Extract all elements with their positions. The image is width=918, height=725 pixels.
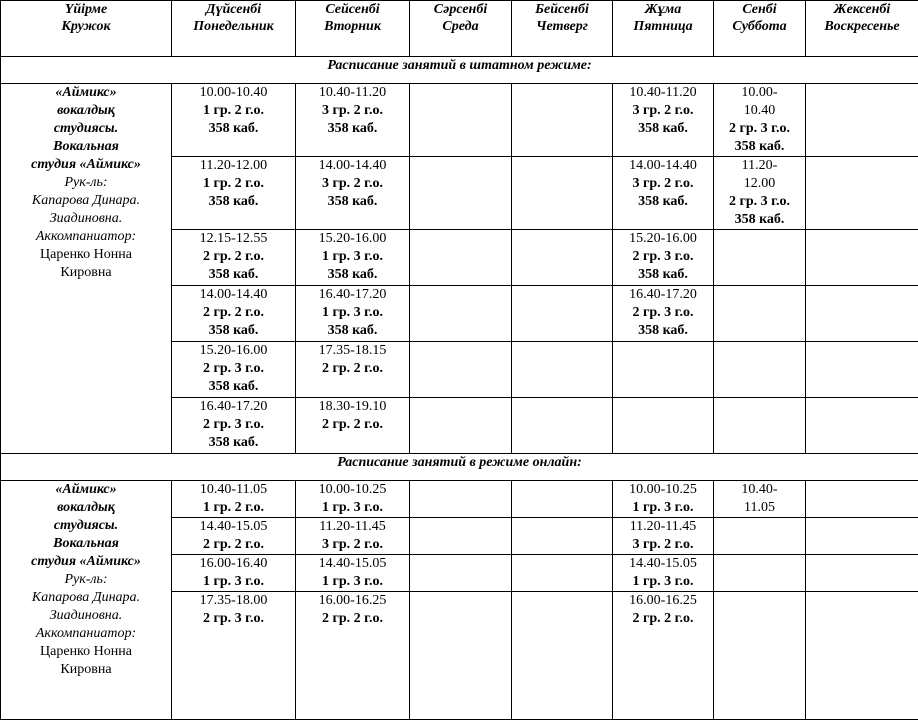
slot-sat xyxy=(714,481,806,518)
slot-sun xyxy=(806,592,918,720)
slot-time: 16.00-16.25 xyxy=(629,593,697,608)
slot-fri xyxy=(613,342,714,398)
slot-sat xyxy=(714,592,806,720)
slot-detail: 358 каб. xyxy=(638,323,688,338)
slot-mon xyxy=(172,230,296,286)
slot-time: 15.20-16.00 xyxy=(199,343,268,358)
slot-fri xyxy=(613,286,714,342)
slot-detail: 3 гр. 2 г.о. xyxy=(322,176,383,191)
club-line: Кировна xyxy=(60,662,112,677)
header-monday: Дүйсенбі Понедельник xyxy=(172,1,296,57)
club-line: Капарова Динара. xyxy=(31,590,141,605)
slot-thu xyxy=(512,518,613,555)
club-line: Зиадиновна. xyxy=(49,211,123,226)
club-line: Рук-ль: xyxy=(64,572,108,587)
slot-time: 16.00-16.25 xyxy=(318,593,387,608)
slot-tue xyxy=(296,230,410,286)
slot-time: 10.40- xyxy=(741,482,778,497)
slot-detail: 3 гр. 2 г.о. xyxy=(632,176,694,191)
slot-fri xyxy=(613,555,714,592)
slot-mon xyxy=(172,398,296,454)
section-title-row xyxy=(1,454,918,481)
slot-wed xyxy=(410,230,512,286)
section-title-row xyxy=(1,57,918,84)
slot-detail: 1 гр. 2 г.о. xyxy=(203,500,264,515)
slot-detail: 358 каб. xyxy=(327,323,378,338)
slot-time: 10.40 xyxy=(743,103,776,118)
slot-detail: 2 гр. 2 г.о. xyxy=(203,537,264,552)
slot-tue xyxy=(296,555,410,592)
slot-thu xyxy=(512,398,613,454)
club-line: Царенко Нонна xyxy=(40,644,132,659)
section-title: Расписание занятий в режиме онлайн: xyxy=(1,454,918,481)
slot-wed xyxy=(410,342,512,398)
slot-fri xyxy=(613,84,714,157)
slot-time: 17.35-18.00 xyxy=(199,593,268,608)
slot-wed xyxy=(410,518,512,555)
slot-time: 18.30-19.10 xyxy=(318,399,387,414)
slot-time: 14.40-15.05 xyxy=(199,519,268,534)
slot-tue xyxy=(296,518,410,555)
slot-fri xyxy=(613,230,714,286)
club-line: Вокальная xyxy=(53,139,119,154)
slot-thu xyxy=(512,230,613,286)
slot-mon xyxy=(172,342,296,398)
slot-mon xyxy=(172,157,296,230)
slot-time: 12.00 xyxy=(743,176,776,191)
slot-wed xyxy=(410,398,512,454)
slot-sun xyxy=(806,398,918,454)
slot-detail: 2 гр. 2 г.о. xyxy=(203,305,264,320)
slot-time: 10.00- xyxy=(741,85,778,100)
slot-detail: 2 гр. 3 г.о. xyxy=(729,121,790,136)
club-line: вокалдық xyxy=(57,103,115,118)
slot-wed xyxy=(410,84,512,157)
slot-detail: 358 каб. xyxy=(208,379,259,394)
slot-wed xyxy=(410,555,512,592)
slot-detail: 358 каб. xyxy=(208,194,259,209)
slot-detail: 2 гр. 2 г.о. xyxy=(322,361,383,376)
slot-detail: 358 каб. xyxy=(327,267,378,282)
slot-wed xyxy=(410,592,512,720)
slot-time: 11.20-12.00 xyxy=(199,158,268,173)
header-sunday: Жексенбі Воскресенье xyxy=(806,1,918,57)
slot-time: 10.40-11.05 xyxy=(199,482,268,497)
slot-detail: 3 гр. 2 г.о. xyxy=(632,537,694,552)
slot-thu xyxy=(512,157,613,230)
header-wednesday: Сәрсенбі Среда xyxy=(410,1,512,57)
table-row xyxy=(1,84,918,157)
slot-mon xyxy=(172,592,296,720)
header-tuesday: Сейсенбі Вторник xyxy=(296,1,410,57)
slot-detail: 2 гр. 2 г.о. xyxy=(322,611,383,626)
slot-detail: 2 гр. 3 г.о. xyxy=(203,417,264,432)
slot-sat xyxy=(714,342,806,398)
club-line: вокалдық xyxy=(57,500,115,515)
slot-detail: 2 гр. 3 г.о. xyxy=(632,249,694,264)
slot-detail: 2 гр. 3 г.о. xyxy=(203,611,264,626)
slot-time: 11.20-11.45 xyxy=(629,519,697,534)
slot-sat xyxy=(714,286,806,342)
slot-detail: 1 гр. 3 г.о. xyxy=(322,500,383,515)
slot-sun xyxy=(806,481,918,518)
slot-tue xyxy=(296,481,410,518)
club-line: Аккомпаниатор: xyxy=(35,229,137,244)
slot-detail: 2 гр. 2 г.о. xyxy=(322,417,383,432)
slot-detail: 3 гр. 2 г.о. xyxy=(632,103,694,118)
slot-sun xyxy=(806,84,918,157)
club-line: студия «Аймикс» xyxy=(31,157,141,172)
header-saturday: Сенбі Суббота xyxy=(714,1,806,57)
slot-sat xyxy=(714,230,806,286)
slot-thu xyxy=(512,84,613,157)
slot-mon xyxy=(172,518,296,555)
slot-detail: 358 каб. xyxy=(208,435,259,450)
slot-sun xyxy=(806,157,918,230)
slot-mon xyxy=(172,84,296,157)
table-row xyxy=(1,481,918,518)
slot-fri xyxy=(613,398,714,454)
slot-mon xyxy=(172,481,296,518)
club-name-cell xyxy=(1,84,172,454)
slot-detail: 3 гр. 2 г.о. xyxy=(322,103,383,118)
slot-detail: 1 гр. 3 г.о. xyxy=(632,574,694,589)
slot-time: 15.20-16.00 xyxy=(629,231,697,246)
header-row xyxy=(1,1,918,57)
slot-sun xyxy=(806,342,918,398)
slot-thu xyxy=(512,592,613,720)
club-line: Вокальная xyxy=(53,536,119,551)
slot-time: 11.20- xyxy=(741,158,778,173)
slot-detail: 358 каб. xyxy=(327,121,378,136)
slot-time: 10.40-11.20 xyxy=(318,85,387,100)
slot-detail: 358 каб. xyxy=(638,121,688,136)
slot-time: 14.40-15.05 xyxy=(629,556,697,571)
slot-tue xyxy=(296,157,410,230)
slot-wed xyxy=(410,286,512,342)
slot-sat xyxy=(714,555,806,592)
club-line: Кировна xyxy=(60,265,112,280)
slot-detail: 358 каб. xyxy=(208,121,259,136)
slot-time: 10.40-11.20 xyxy=(629,85,697,100)
club-line: Капарова Динара. xyxy=(31,193,141,208)
slot-sat xyxy=(714,518,806,555)
slot-sun xyxy=(806,518,918,555)
slot-sat xyxy=(714,157,806,230)
slot-time: 10.00-10.25 xyxy=(318,482,387,497)
slot-sun xyxy=(806,286,918,342)
slot-time: 17.35-18.15 xyxy=(318,343,387,358)
slot-time: 11.05 xyxy=(744,500,775,515)
slot-detail: 1 гр. 3 г.о. xyxy=(322,574,383,589)
slot-detail: 2 гр. 2 г.о. xyxy=(203,249,264,264)
slot-wed xyxy=(410,481,512,518)
slot-detail: 1 гр. 3 г.о. xyxy=(203,574,264,589)
slot-detail: 2 гр. 3 г.о. xyxy=(632,305,694,320)
slot-thu xyxy=(512,286,613,342)
slot-wed xyxy=(410,157,512,230)
slot-detail: 358 каб. xyxy=(638,267,688,282)
slot-fri xyxy=(613,157,714,230)
header-club: Үйірме Кружок xyxy=(1,1,172,57)
slot-detail: 358 каб. xyxy=(638,194,688,209)
section-title: Расписание занятий в штатном режиме: xyxy=(1,57,918,84)
slot-mon xyxy=(172,555,296,592)
slot-time: 10.00-10.25 xyxy=(629,482,697,497)
club-line: Царенко Нонна xyxy=(40,247,132,262)
slot-sun xyxy=(806,230,918,286)
club-line: «Аймикс» xyxy=(55,482,117,497)
schedule-body xyxy=(1,57,918,720)
slot-detail: 2 гр. 3 г.о. xyxy=(729,194,790,209)
slot-tue xyxy=(296,592,410,720)
club-line: студиясы. xyxy=(53,518,119,533)
slot-tue xyxy=(296,286,410,342)
slot-time: 10.00-10.40 xyxy=(199,85,268,100)
slot-detail: 2 гр. 2 г.о. xyxy=(632,611,694,626)
slot-time: 16.40-17.20 xyxy=(629,287,697,302)
header-friday: Жұма Пятница xyxy=(613,1,714,57)
slot-time: 16.40-17.20 xyxy=(318,287,387,302)
club-line: Рук-ль: xyxy=(64,175,108,190)
slot-detail: 358 каб. xyxy=(208,267,259,282)
slot-fri xyxy=(613,481,714,518)
slot-mon xyxy=(172,286,296,342)
slot-time: 11.20-11.45 xyxy=(319,519,386,534)
club-name-cell xyxy=(1,481,172,720)
slot-time: 16.40-17.20 xyxy=(199,399,268,414)
slot-sat xyxy=(714,84,806,157)
slot-sat xyxy=(714,398,806,454)
slot-fri xyxy=(613,592,714,720)
slot-time: 12.15-12.55 xyxy=(199,231,268,246)
slot-detail: 358 каб. xyxy=(208,323,259,338)
slot-detail: 2 гр. 3 г.о. xyxy=(203,361,264,376)
slot-thu xyxy=(512,481,613,518)
slot-detail: 358 каб. xyxy=(734,139,785,154)
slot-time: 15.20-16.00 xyxy=(318,231,387,246)
club-line: Аккомпаниатор: xyxy=(35,626,137,641)
slot-time: 16.00-16.40 xyxy=(199,556,268,571)
slot-detail: 1 гр. 2 г.о. xyxy=(203,103,264,118)
slot-tue xyxy=(296,84,410,157)
club-line: «Аймикс» xyxy=(55,85,117,100)
slot-detail: 1 гр. 2 г.о. xyxy=(203,176,264,191)
slot-detail: 358 каб. xyxy=(327,194,378,209)
slot-time: 14.00-14.40 xyxy=(199,287,268,302)
slot-tue xyxy=(296,342,410,398)
club-line: студия «Аймикс» xyxy=(31,554,141,569)
slot-detail: 3 гр. 2 г.о. xyxy=(322,537,383,552)
slot-thu xyxy=(512,555,613,592)
slot-time: 14.40-15.05 xyxy=(318,556,387,571)
slot-fri xyxy=(613,518,714,555)
slot-detail: 1 гр. 3 г.о. xyxy=(322,305,383,320)
slot-detail: 1 гр. 3 г.о. xyxy=(322,249,383,264)
club-line: студиясы. xyxy=(53,121,119,136)
slot-detail: 1 гр. 3 г.о. xyxy=(632,500,694,515)
header-thursday: Бейсенбі Четверг xyxy=(512,1,613,57)
slot-time: 14.00-14.40 xyxy=(318,158,387,173)
slot-sun xyxy=(806,555,918,592)
slot-tue xyxy=(296,398,410,454)
slot-time: 14.00-14.40 xyxy=(629,158,697,173)
slot-detail: 358 каб. xyxy=(734,212,785,227)
club-line: Зиадиновна. xyxy=(49,608,123,623)
slot-thu xyxy=(512,342,613,398)
